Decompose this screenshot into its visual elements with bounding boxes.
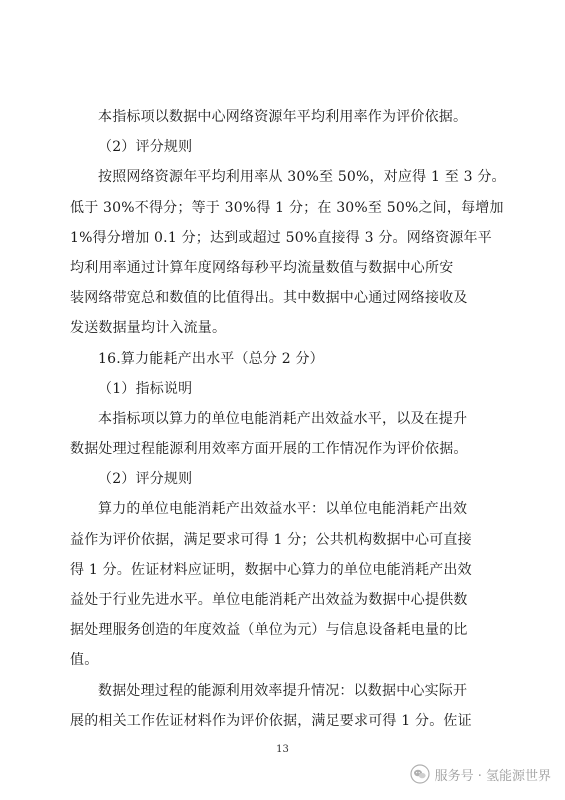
text-line: 1%得分增加 0.1 分；达到或超过 50%直接得 3 分。网络资源年平: [70, 229, 492, 246]
text-line: 值。: [70, 652, 99, 669]
text-line: 数据处理过程能源利用效率方面开展的工作情况作为评价依据。: [70, 441, 468, 458]
text-line: 低于 30%不得分；等于 30%得 1 分；在 30%至 50%之间，每增加: [70, 199, 504, 216]
text-line: 益作为评价依据，满足要求可得 1 分；公共机构数据中心可直接: [70, 531, 472, 548]
text-line: 数据处理过程的能源利用效率提升情况：以数据中心实际开: [98, 682, 468, 699]
text-line: 益处于行业先进水平。单位电能消耗产出效益为数据中心提供数: [70, 592, 468, 608]
watermark: [410, 764, 551, 784]
text-line: （2）评分规则: [98, 471, 193, 488]
text-line: 算力的单位电能消耗产出效益水平：以单位电能消耗产出效: [98, 501, 468, 518]
watermark-text: 服务号 · 氢能源世界: [434, 768, 551, 784]
text-line: 按照网络资源年平均利用率从 30%至 50%，对应得 1 至 3 分。: [98, 169, 506, 186]
text-line: 发送数据量均计入流量。: [70, 320, 227, 337]
text-line: 装网络带宽总和数值的比值得出。其中数据中心通过网络接收及: [70, 290, 468, 307]
text-line: 得 1 分。佐证材料应证明，数据中心算力的单位电能消耗产出效: [70, 561, 472, 578]
text-line: 展的相关工作佐证材料作为评价依据，满足要求可得 1 分。佐证: [70, 712, 472, 729]
text-line: 据处理服务创造的年度效益（单位为元）与信息设备耗电量的比: [70, 622, 468, 639]
text-line: 均利用率通过计算年度网络每秒平均流量数值与数据中心所安: [70, 259, 454, 276]
text-line: （1）指标说明: [98, 380, 193, 397]
document-body: [70, 102, 506, 736]
page-number: 13: [276, 744, 289, 755]
wechat-icon: [410, 764, 430, 784]
text-line: （2）评分规则: [98, 139, 193, 156]
text-line: 本指标项以数据中心网络资源年平均利用率作为评价依据。: [98, 109, 468, 125]
text-line: 16.算力能耗产出水平（总分 2 分）: [98, 350, 324, 367]
text-line: 本指标项以算力的单位电能消耗产出效益水平，以及在提升: [98, 410, 468, 427]
